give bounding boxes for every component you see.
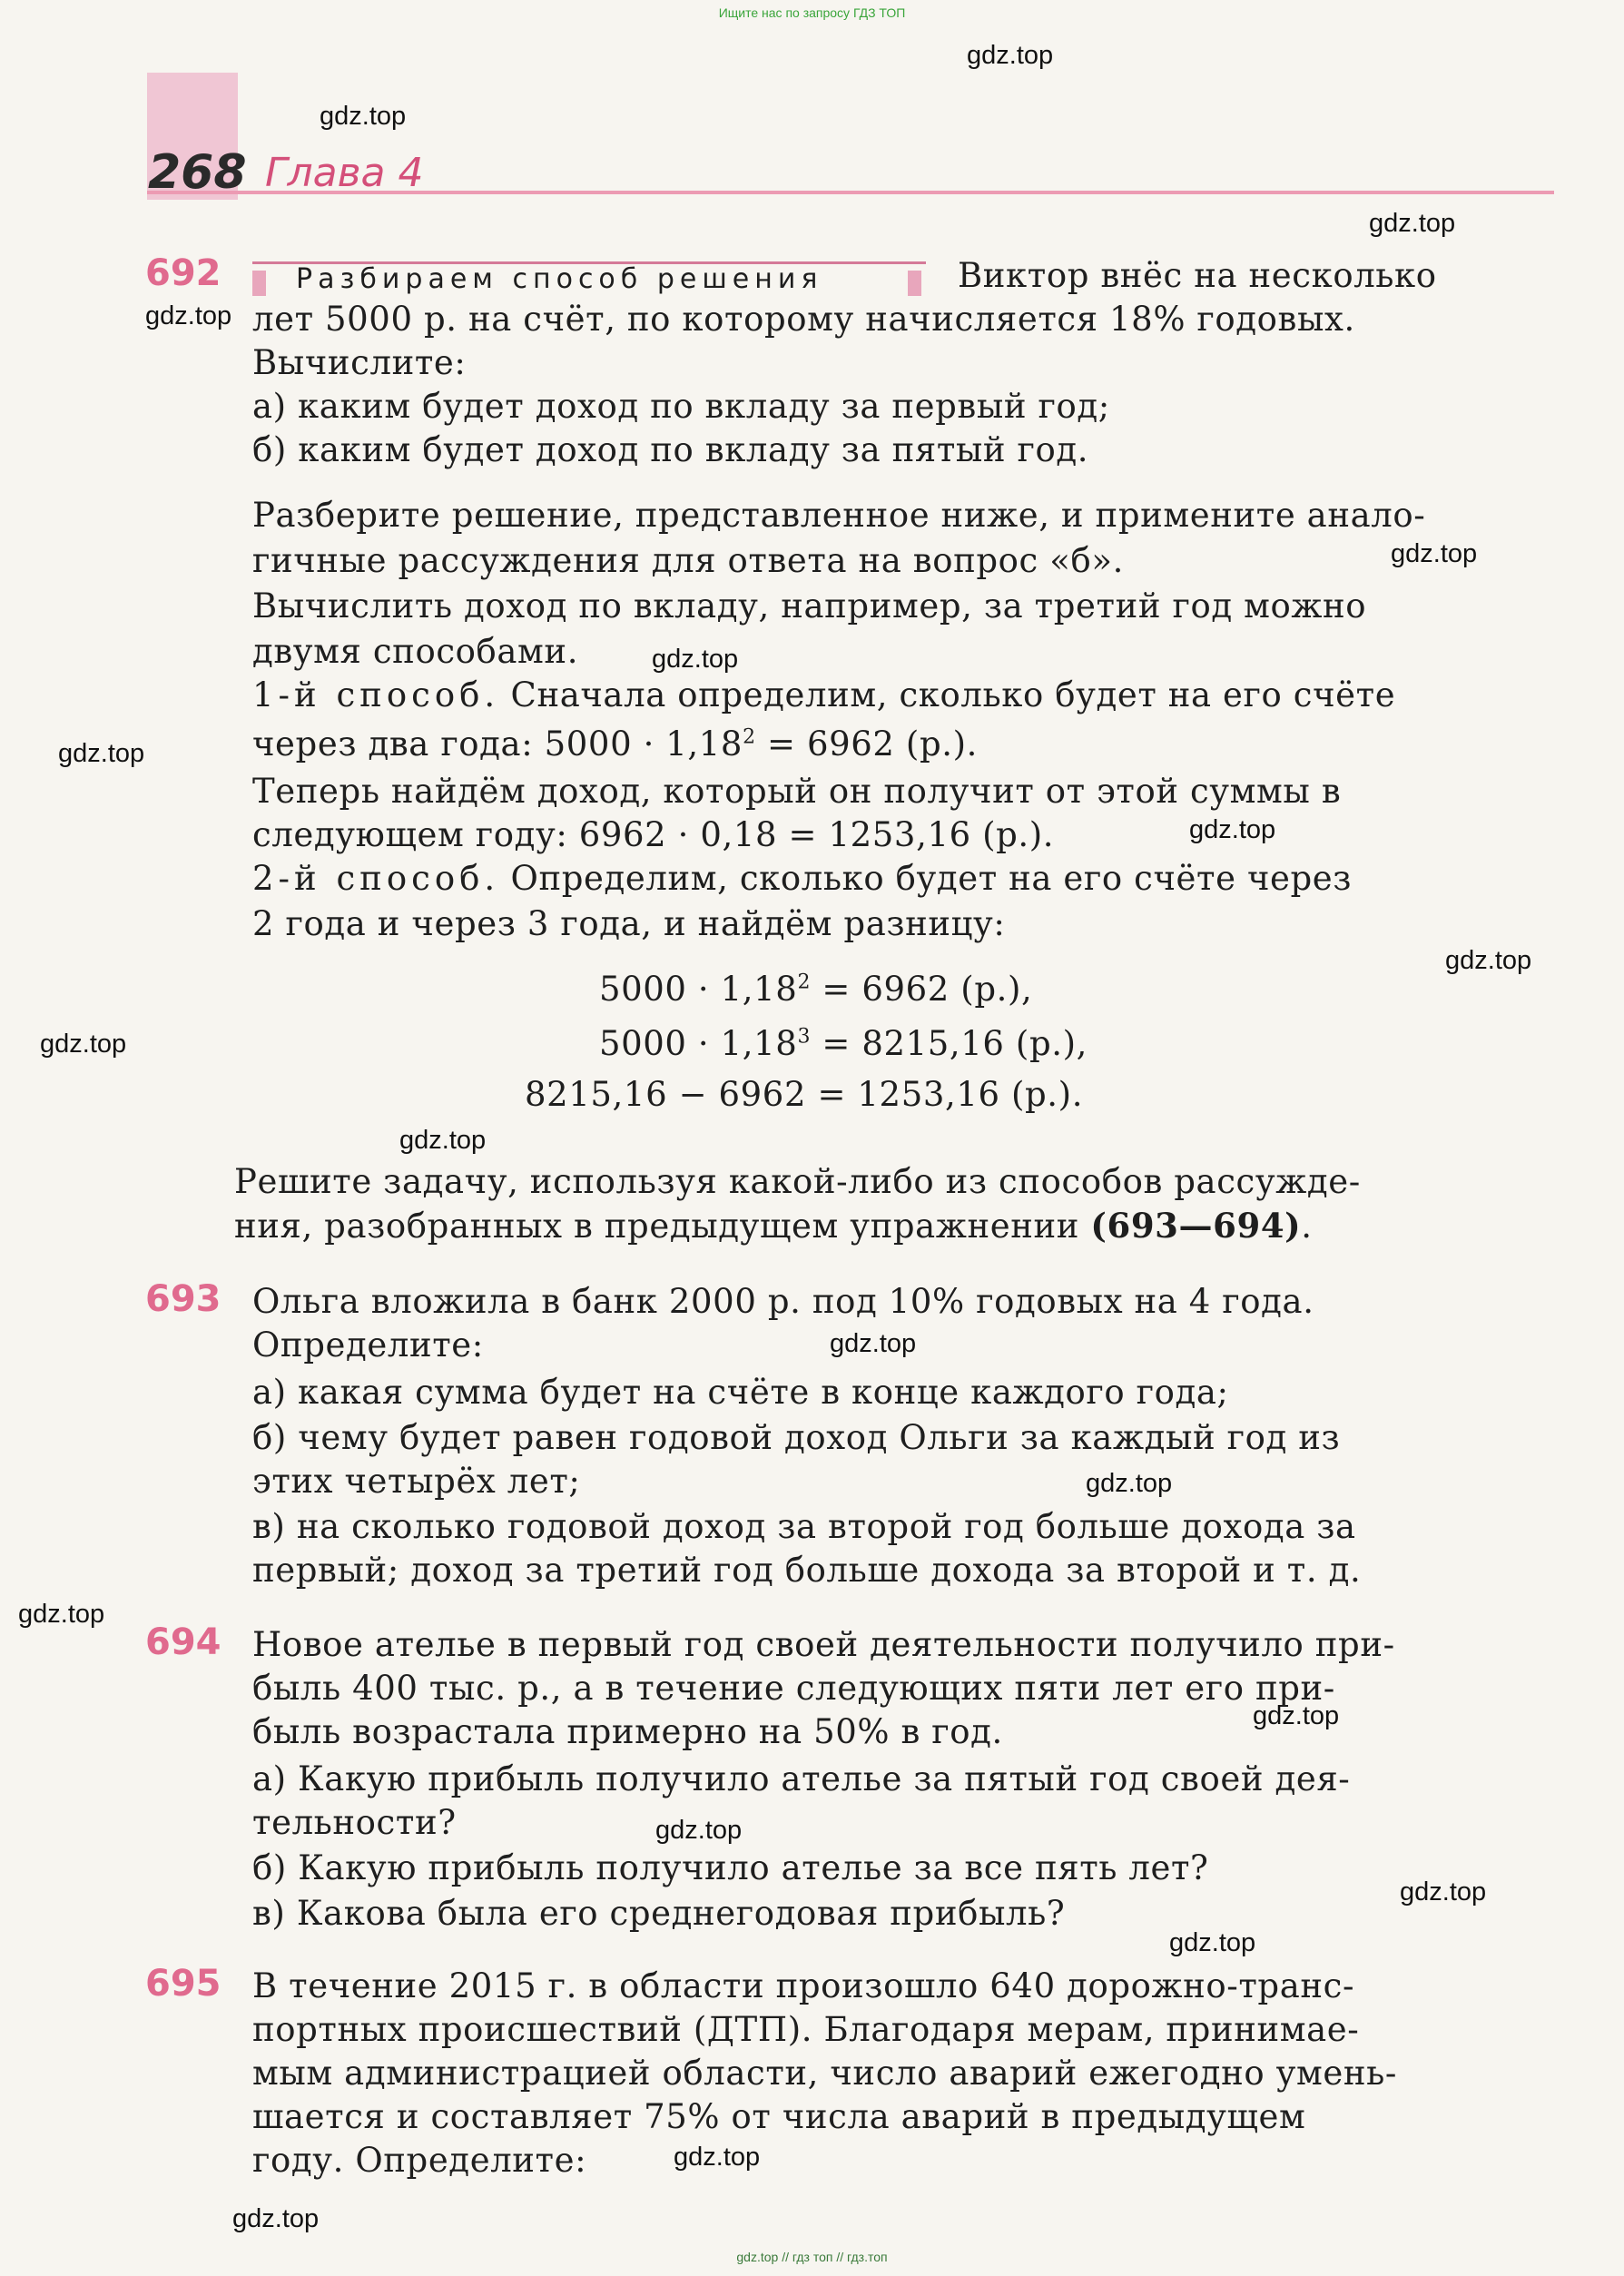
watermark: gdz.top: [1445, 946, 1532, 975]
top-banner: Ищите нас по запросу ГДЗ ТОП: [718, 5, 906, 20]
ex694-line: в) Какова была его среднегодовая прибыль?: [252, 1894, 1066, 1933]
ex695-line: шается и составляет 75% от числа аварий в предыдущем: [252, 2097, 1306, 2136]
exercise-reference: (693—694): [1090, 1206, 1302, 1246]
ex692-line: Вычислите:: [252, 343, 467, 382]
watermark: gdz.top: [1086, 1469, 1173, 1498]
ex692-line: через два года: $5000 \cdot 1,18^2 = 6962$ (р.).: [252, 724, 979, 764]
page-number: 268: [148, 145, 247, 200]
watermark: gdz.top: [1189, 815, 1276, 844]
exercise-number-692: 692: [145, 252, 221, 294]
ex695-line: мым администрацией области, число аварий ежегодно умень-: [252, 2054, 1397, 2093]
watermark: gdz.top: [320, 102, 407, 131]
method-label-box: [252, 261, 926, 305]
ex692-line: Теперь найдём доход, который он получит от этой суммы в: [252, 772, 1342, 811]
ex692-line: следующем году: 6962 · 0,18 = 1253,16 (р.).: [252, 815, 1055, 854]
ex695-line: В течение 2015 г. в области произошло 640 дорожно-транс-: [252, 1966, 1355, 2005]
watermark: gdz.top: [18, 1600, 105, 1629]
ex692-line: гичные рассуждения для ответа на вопрос «б».: [252, 541, 1124, 580]
ex694-line: тельности?: [252, 1803, 457, 1842]
watermark: gdz.top: [967, 41, 1054, 70]
ex692-line: б) каким будет доход по вкладу за пятый год.: [252, 430, 1089, 469]
ex692-line: лет 5000 р. на счёт, по которому начисляется 18% годовых.: [252, 300, 1355, 339]
watermark: gdz.top: [830, 1329, 917, 1358]
ex692-line: а) каким будет доход по вкладу за первый год;: [252, 387, 1110, 426]
ex693-line: а) какая сумма будет на счёте в конце каждого года;: [252, 1373, 1229, 1412]
watermark: gdz.top: [655, 1816, 743, 1845]
ex693-line: этих четырёх лет;: [252, 1462, 581, 1501]
ex695-line: году. Определите:: [252, 2141, 587, 2180]
watermark: gdz.top: [674, 2143, 761, 2172]
ex694-line: Новое ателье в первый год своей деятельности получило при-: [252, 1625, 1395, 1664]
ex692-line: 2-й способ. Определим, сколько будет на его счёте через: [252, 859, 1353, 898]
watermark: gdz.top: [40, 1030, 127, 1059]
ex693-line: Ольга вложила в банк 2000 р. под 10% годовых на 4 года.: [252, 1282, 1314, 1321]
exercise-number-694: 694: [145, 1621, 221, 1663]
method-label: Разбираем способ решения: [296, 263, 823, 295]
bottom-banner: gdz.top // гдз топ // гдз.топ: [736, 2250, 888, 2264]
watermark: gdz.top: [145, 301, 232, 330]
ex695-line: портных происшествий (ДТП). Благодаря мерам, принимае-: [252, 2010, 1360, 2049]
ex693-line: в) на сколько годовой доход за второй год больше дохода за: [252, 1507, 1356, 1546]
ex692-line: Вычислить доход по вкладу, например, за третий год можно: [252, 586, 1367, 626]
ex692-line: Разберите решение, представленное ниже, и примените анало-: [252, 496, 1426, 535]
ex694-line: быль 400 тыс. р., а в течение следующих пяти лет его при-: [252, 1669, 1335, 1708]
ex693-line: первый; доход за третий год больше дохода за второй и т. д.: [252, 1551, 1362, 1590]
exercise-number-695: 695: [145, 1963, 221, 2005]
equation: 8215,16 − 6962 = 1253,16 (р.).: [525, 1075, 1084, 1114]
watermark: gdz.top: [1169, 1928, 1256, 1957]
exercise-number-693: 693: [145, 1278, 221, 1320]
ex692-line: 2 года и через 3 года, и найдём разницу:: [252, 904, 1006, 943]
ex692-line: Решите задачу, используя какой-либо из способов рассужде-: [234, 1162, 1361, 1201]
watermark: gdz.top: [399, 1126, 487, 1155]
chapter-title: Глава 4: [265, 150, 424, 196]
ex694-line: а) Какую прибыль получило ателье за пятый год своей дея-: [252, 1759, 1351, 1798]
ex694-line: б) Какую прибыль получило ателье за все пять лет?: [252, 1848, 1209, 1887]
equation: $5000 \cdot 1,18^2 = 6962$ (р.),: [599, 970, 1033, 1009]
ex692-line: 1-й способ. Сначала определим, сколько будет на его счёте: [252, 675, 1396, 714]
ex693-line: Определите:: [252, 1325, 484, 1365]
ex692-line: ния, разобранных в предыдущем упражнении (693—694).: [234, 1206, 1313, 1246]
ex692-line: Виктор внёс на несколько: [958, 256, 1437, 295]
exponent: 2: [743, 725, 756, 749]
method-1-label: 1-й способ.: [252, 675, 500, 714]
watermark: gdz.top: [652, 645, 739, 674]
watermark: gdz.top: [1369, 209, 1456, 238]
equation: $5000 \cdot 1,18^3 = 8215,16$ (р.),: [599, 1024, 1088, 1063]
watermark: gdz.top: [1253, 1701, 1340, 1730]
ex693-line: б) чему будет равен годовой доход Ольги за каждый год из: [252, 1418, 1341, 1457]
ex694-line: быль возрастала примерно на 50% в год.: [252, 1712, 1003, 1751]
watermark: gdz.top: [1391, 539, 1478, 568]
ex692-line: двумя способами.: [252, 632, 579, 671]
method-2-label: 2-й способ.: [252, 859, 500, 898]
watermark: gdz.top: [232, 2204, 320, 2233]
watermark: gdz.top: [1400, 1877, 1487, 1907]
watermark: gdz.top: [58, 739, 145, 768]
